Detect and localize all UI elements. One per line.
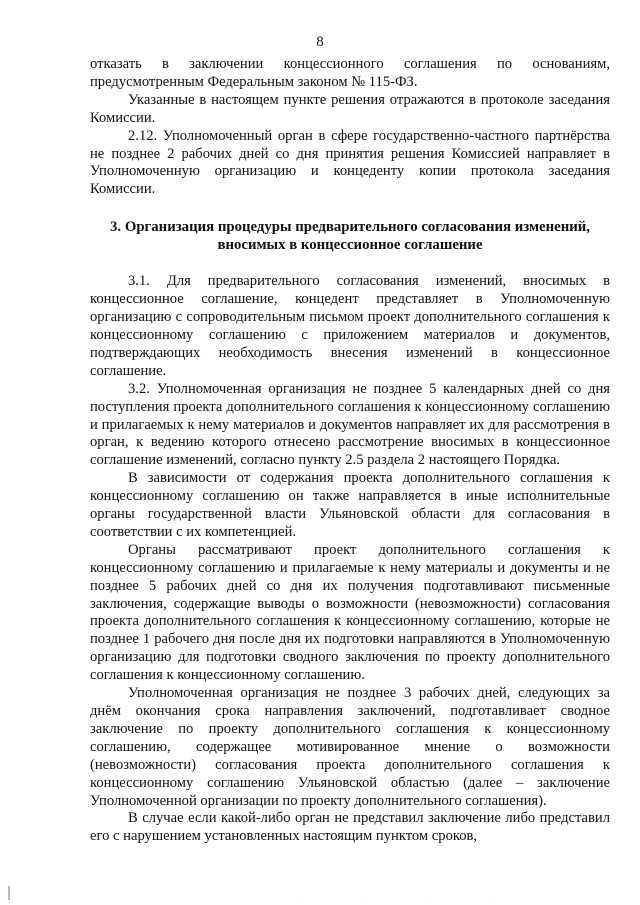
paragraph: 3.2. Уполномоченная организация не позднее 5 календарных дней со дня поступления проекта дополнительного соглашения к концессионному соглашению и прилагаемых к нему материалов и документов направляет их для рассмотрения в орган, к ведению которого отнесено рассмотрение вносимых в концессионное соглашение изменений, согласно пункту 2.5 раздела 2 настоящего Порядка. [90,380,610,469]
paragraph: В случае если какой-либо орган не представил заключение либо представил его с нарушением установленных настоящим пунктом сроков, [90,810,610,845]
section-heading: 3. Организация процедуры предварительного согласования изменений, вносимых в концессионное соглашение [110,219,590,254]
scan-bottom-marks: · · · · [300,896,523,902]
paragraph: Органы рассматривают проект дополнительного соглашения к концессионному соглашению и прилагаемые к нему материалы и документы и не позднее 5 рабочих дней со дня их получения подготавливают письменные заключения, содержащие выводы о возможности (невозможности) согласования проекта дополнительного соглашения к концессионному соглашению, которые не позднее 1 рабочего дня после дня их подготовки направляются в Уполномоченную организацию для подготовки сводного заключения по проекту дополнительного соглашения к концессионному соглашению. [90,541,610,684]
paragraph: 3.1. Для предварительного согласования изменений, вносимых в концессионное соглашение, концедент представляет в Уполномоченную организацию с сопроводительным письмом проект дополнительного соглашения к концессионному соглашению с приложением материалов и документов, подтверждающих необходимость внесения изменений в концессионное соглашение. [90,273,610,379]
scan-edge-mark [8,886,10,900]
paragraph: отказать в заключении концессионного соглашения по основаниям, предусмотренным Федеральным законом № 115-ФЗ. [90,56,610,90]
paragraph: Уполномоченная организация не позднее 3 рабочих дней, следующих за днём окончания срока направления заключений, подготавливает сводное заключение по проекту дополнительного соглашения к концессионному соглашению, содержащее мотивированное мнение о возможности (невозможности) согласования проекта дополнительного соглашения к концессионному соглашению Ульяновской областью (далее – заключение Уполномоченной организации по проекту дополнительного соглашения). [90,685,610,809]
paragraph: Указанные в настоящем пункте решения отражаются в протоколе заседания Комиссии. [90,91,610,126]
document-body [90,56,610,846]
page-number: 8 [316,34,324,50]
paragraph: 2.12. Уполномоченный орган в сфере государственно-частного партнёрства не позднее 2 рабочих дней со дня принятия решения Комиссией направляет в Уполномоченную организацию и концеденту копии протокола заседания Комиссии. [90,127,610,198]
paragraph: В зависимости от содержания проекта дополнительного соглашения к концессионному соглашению он также направляется в иные исполнительные органы государственной власти Ульяновской области для согласования в соответствии с их компетенцией. [90,470,610,540]
